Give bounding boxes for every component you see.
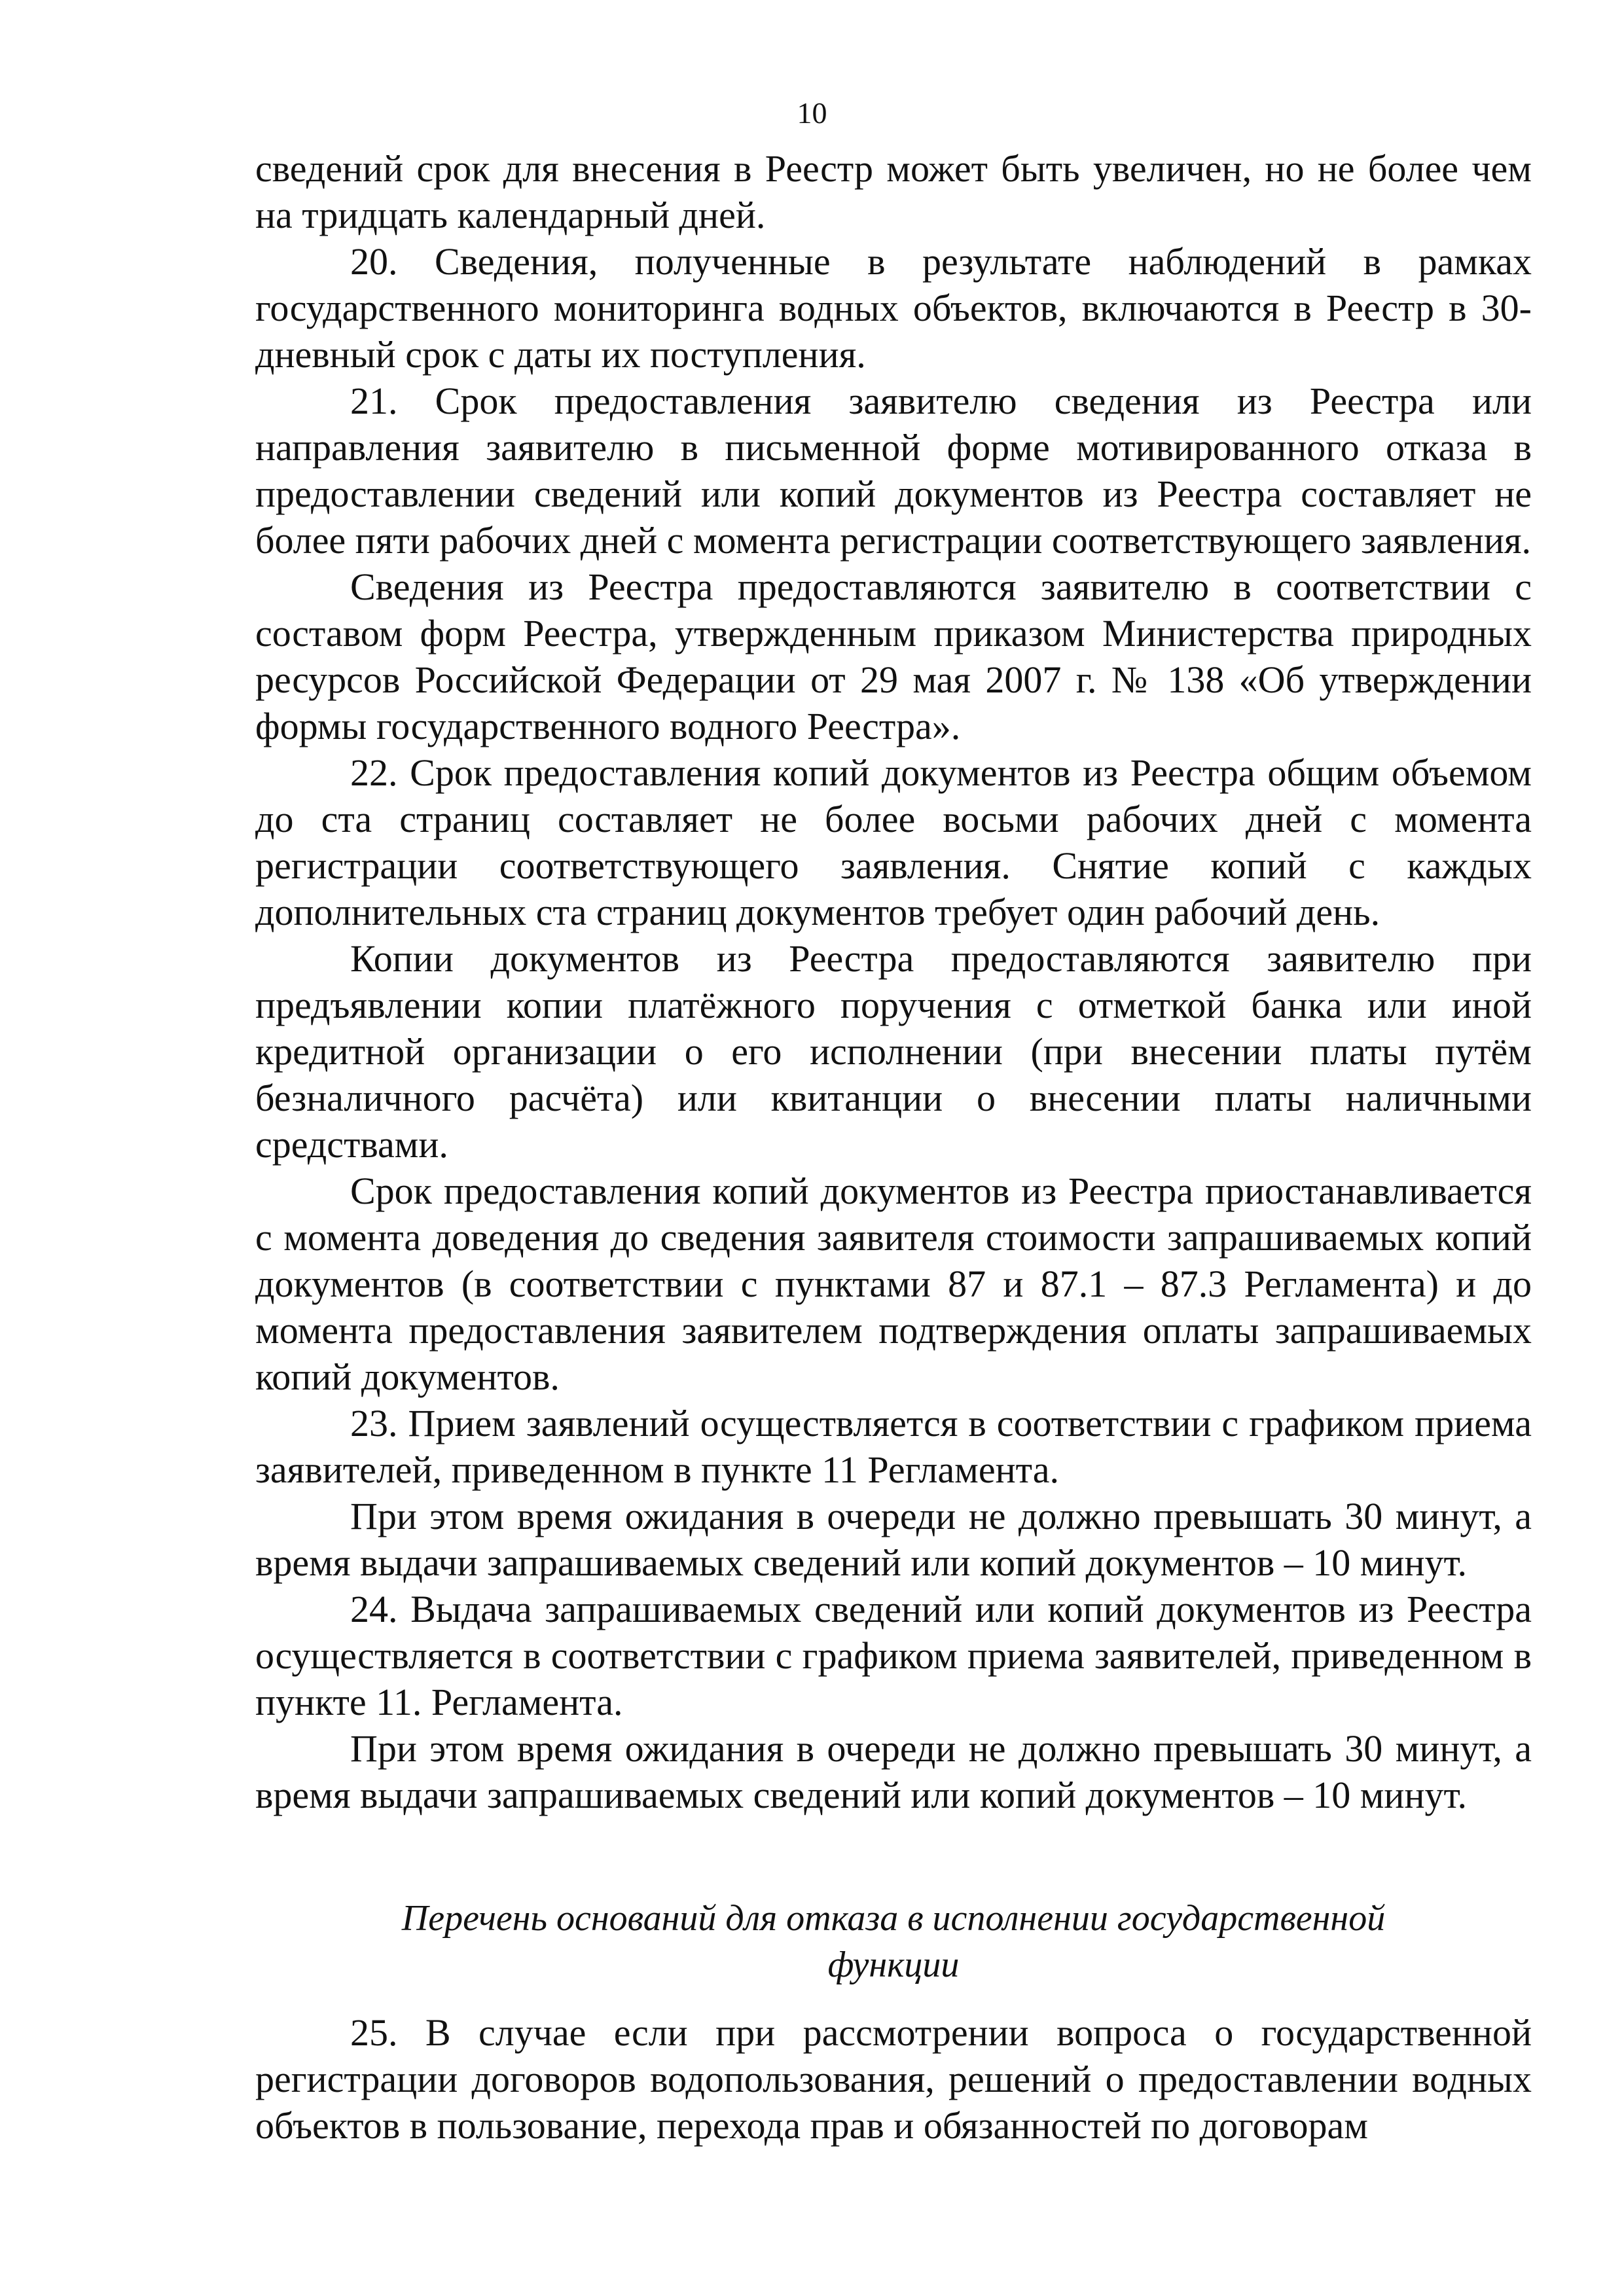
paragraph-waiting-time-2: При этом время ожидания в очереди не должно превышать 30 минут, а время выдачи запрашиваемых сведений или копий документов – 10 минут. xyxy=(255,1727,1532,1816)
paragraph-registry-forms: Сведения из Реестра предоставляются заявителю в соответствии с составом форм Реестра, утвержденным приказом Министерства природных ресурсов Российской Федерации от 29 мая 2007 г. № 138 «Об утверждении формы государственного водного Реестра». xyxy=(255,565,1532,747)
paragraph-item-23: 23. Прием заявлений осуществляется в соответствии с графиком приема заявителей, приведенном в пункте 11 Регламента. xyxy=(255,1402,1532,1491)
paragraph-waiting-time-1: При этом время ожидания в очереди не должно превышать 30 минут, а время выдачи запрашиваемых сведений или копий документов – 10 минут. xyxy=(255,1495,1532,1584)
section-heading xyxy=(255,1895,1532,1988)
section-heading-line-1: Перечень оснований для отказа в исполнении государственной xyxy=(401,1898,1386,1939)
paragraph-suspension: Срок предоставления копий документов из Реестра приостанавливается с момента доведения до сведения заявителя стоимости запрашиваемых копий документов (в соответствии с пунктами 87 и 87.1 – 87.3 Регламента) и до момента предоставления заявителем подтверждения оплаты запрашиваемых копий документов. xyxy=(255,1170,1532,1398)
paragraph-copies-payment: Копии документов из Реестра предоставляются заявителю при предъявлении копии платёжного поручения с отметкой банка или иной кредитной организации о его исполнении (при внесении платы путём безналичного расчёта) или квитанции о внесении платы наличными средствами. xyxy=(255,937,1532,1166)
paragraph-continuation: сведений срок для внесения в Реестр может быть увеличен, но не более чем на тридцать календарный дней. xyxy=(255,147,1532,236)
document-body xyxy=(255,145,1532,2149)
paragraph-item-22: 22. Срок предоставления копий документов из Реестра общим объемом до ста страниц составляет не более восьми рабочих дней с момента регистрации соответствующего заявления. Снятие копий с каждых дополнительных ста страниц документов требует один рабочий день. xyxy=(255,751,1532,933)
paragraph-item-21: 21. Срок предоставления заявителю сведения из Реестра или направления заявителю в письменной форме мотивированного отказа в предоставлении сведений или копий документов из Реестра составляет не более пяти рабочих дней с момента регистрации соответствующего заявления. xyxy=(255,380,1532,562)
paragraph-item-20: 20. Сведения, полученные в результате наблюдений в рамках государственного мониторинга водных объектов, включаются в Реестр в 30-дневный срок с даты их поступления. xyxy=(255,240,1532,376)
page-number: 10 xyxy=(797,96,827,130)
paragraph-item-24: 24. Выдача запрашиваемых сведений или копий документов из Реестра осуществляется в соответствии с графиком приема заявителей, приведенном в пункте 11. Регламента. xyxy=(255,1588,1532,1723)
section-heading-line-2: функции xyxy=(827,1945,960,1985)
paragraph-item-25: 25. В случае если при рассмотрении вопроса о государственной регистрации договоров водопользования, решений о предоставлении водных объектов в пользование, перехода прав и обязанностей по договорам xyxy=(255,2011,1532,2147)
